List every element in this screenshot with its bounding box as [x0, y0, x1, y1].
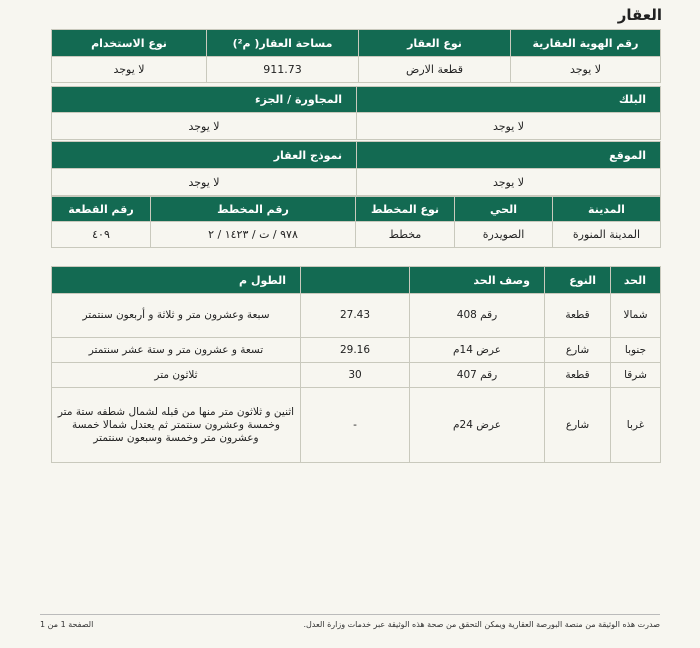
boundary-length: -	[301, 388, 410, 463]
value-plan-type: مخطط	[356, 222, 455, 248]
header-block: البلك	[357, 87, 661, 113]
boundary-type: قطعة	[545, 294, 611, 338]
table-row	[52, 388, 661, 463]
header-boundary: الحد	[611, 267, 661, 294]
boundary-type: شارع	[545, 388, 611, 463]
header-district: الحي	[455, 197, 553, 222]
value-district: الصويدرة	[455, 222, 553, 248]
value-block: لا يوجد	[357, 113, 661, 140]
header-property-type: نوع العقار	[359, 30, 511, 57]
boundary-description: عرض 24م	[410, 388, 545, 463]
value-neighborhood-part: لا يوجد	[52, 113, 357, 140]
header-boundary-description: وصف الحد	[410, 267, 545, 294]
location-table	[51, 141, 661, 196]
header-plan-number: رقم المخطط	[151, 197, 356, 222]
header-plot-number: رقم القطعة	[52, 197, 151, 222]
value-usage-type: لا يوجد	[52, 57, 207, 83]
footer-note: صدرت هذه الوثيقة من منصة البورصة العقارية ويمكن التحقق من صحة هذه الوثيقة عبر خدمات وزارة العدل.	[303, 620, 660, 629]
boundary-length-text: ثلاثون متر	[52, 363, 301, 388]
table-row	[52, 294, 661, 338]
value-location: لا يوجد	[357, 169, 661, 196]
header-neighborhood-part: المجاورة / الجزء	[52, 87, 357, 113]
value-plot-number: ٤٠٩	[52, 222, 151, 248]
block-table	[51, 86, 661, 140]
header-length: الطول م	[52, 267, 301, 294]
boundary-side: شمالا	[611, 294, 661, 338]
property-table	[51, 29, 661, 83]
header-plan-type: نوع المخطط	[356, 197, 455, 222]
header-length-value	[301, 267, 410, 294]
value-plan-number: ٩٧٨ / ت / ١٤٢٣ / ٢	[151, 222, 356, 248]
header-location: الموقع	[357, 142, 661, 169]
value-city: المدينة المنورة	[553, 222, 661, 248]
header-property-model: نموذج العقار	[52, 142, 357, 169]
value-property-model: لا يوجد	[52, 169, 357, 196]
header-property-area: مساحة العقار( م²)	[207, 30, 359, 57]
header-property-id: رقم الهوية العقارية	[511, 30, 661, 57]
boundary-length-text: سبعة وعشرون متر و ثلاثة و أربعون سنتمتر	[52, 294, 301, 338]
page-number: الصفحة 1 من 1	[40, 620, 94, 629]
boundary-type: شارع	[545, 338, 611, 363]
header-usage-type: نوع الاستخدام	[52, 30, 207, 57]
value-property-id: لا يوجد	[511, 57, 661, 83]
boundary-description: رقم 408	[410, 294, 545, 338]
boundary-description: عرض 14م	[410, 338, 545, 363]
boundary-length-text: اثنين و ثلاثون متر منها من قبله لشمال شطفه ستة متر وخمسة وعشرون سنتمتر ثم يعتدل شمالا خمسة وعشرون متر وخمسة وسبعون سنتمتر	[52, 388, 301, 463]
boundary-length: 27.43	[301, 294, 410, 338]
table-row	[52, 363, 661, 388]
section-title: العقار	[617, 6, 662, 24]
table-row	[52, 338, 661, 363]
boundaries-table	[51, 266, 661, 463]
footer-divider	[40, 614, 660, 615]
boundary-side: شرقا	[611, 363, 661, 388]
value-property-area: 911.73	[207, 57, 359, 83]
boundary-length: 29.16	[301, 338, 410, 363]
boundary-type: قطعة	[545, 363, 611, 388]
header-boundary-type: النوع	[545, 267, 611, 294]
boundary-side: جنوبا	[611, 338, 661, 363]
boundary-length: 30	[301, 363, 410, 388]
boundary-side: غربا	[611, 388, 661, 463]
plan-table	[51, 196, 661, 248]
value-property-type: قطعة الارض	[359, 57, 511, 83]
header-city: المدينة	[553, 197, 661, 222]
boundary-length-text: تسعة و عشرون متر و ستة عشر سنتمتر	[52, 338, 301, 363]
boundary-description: رقم 407	[410, 363, 545, 388]
